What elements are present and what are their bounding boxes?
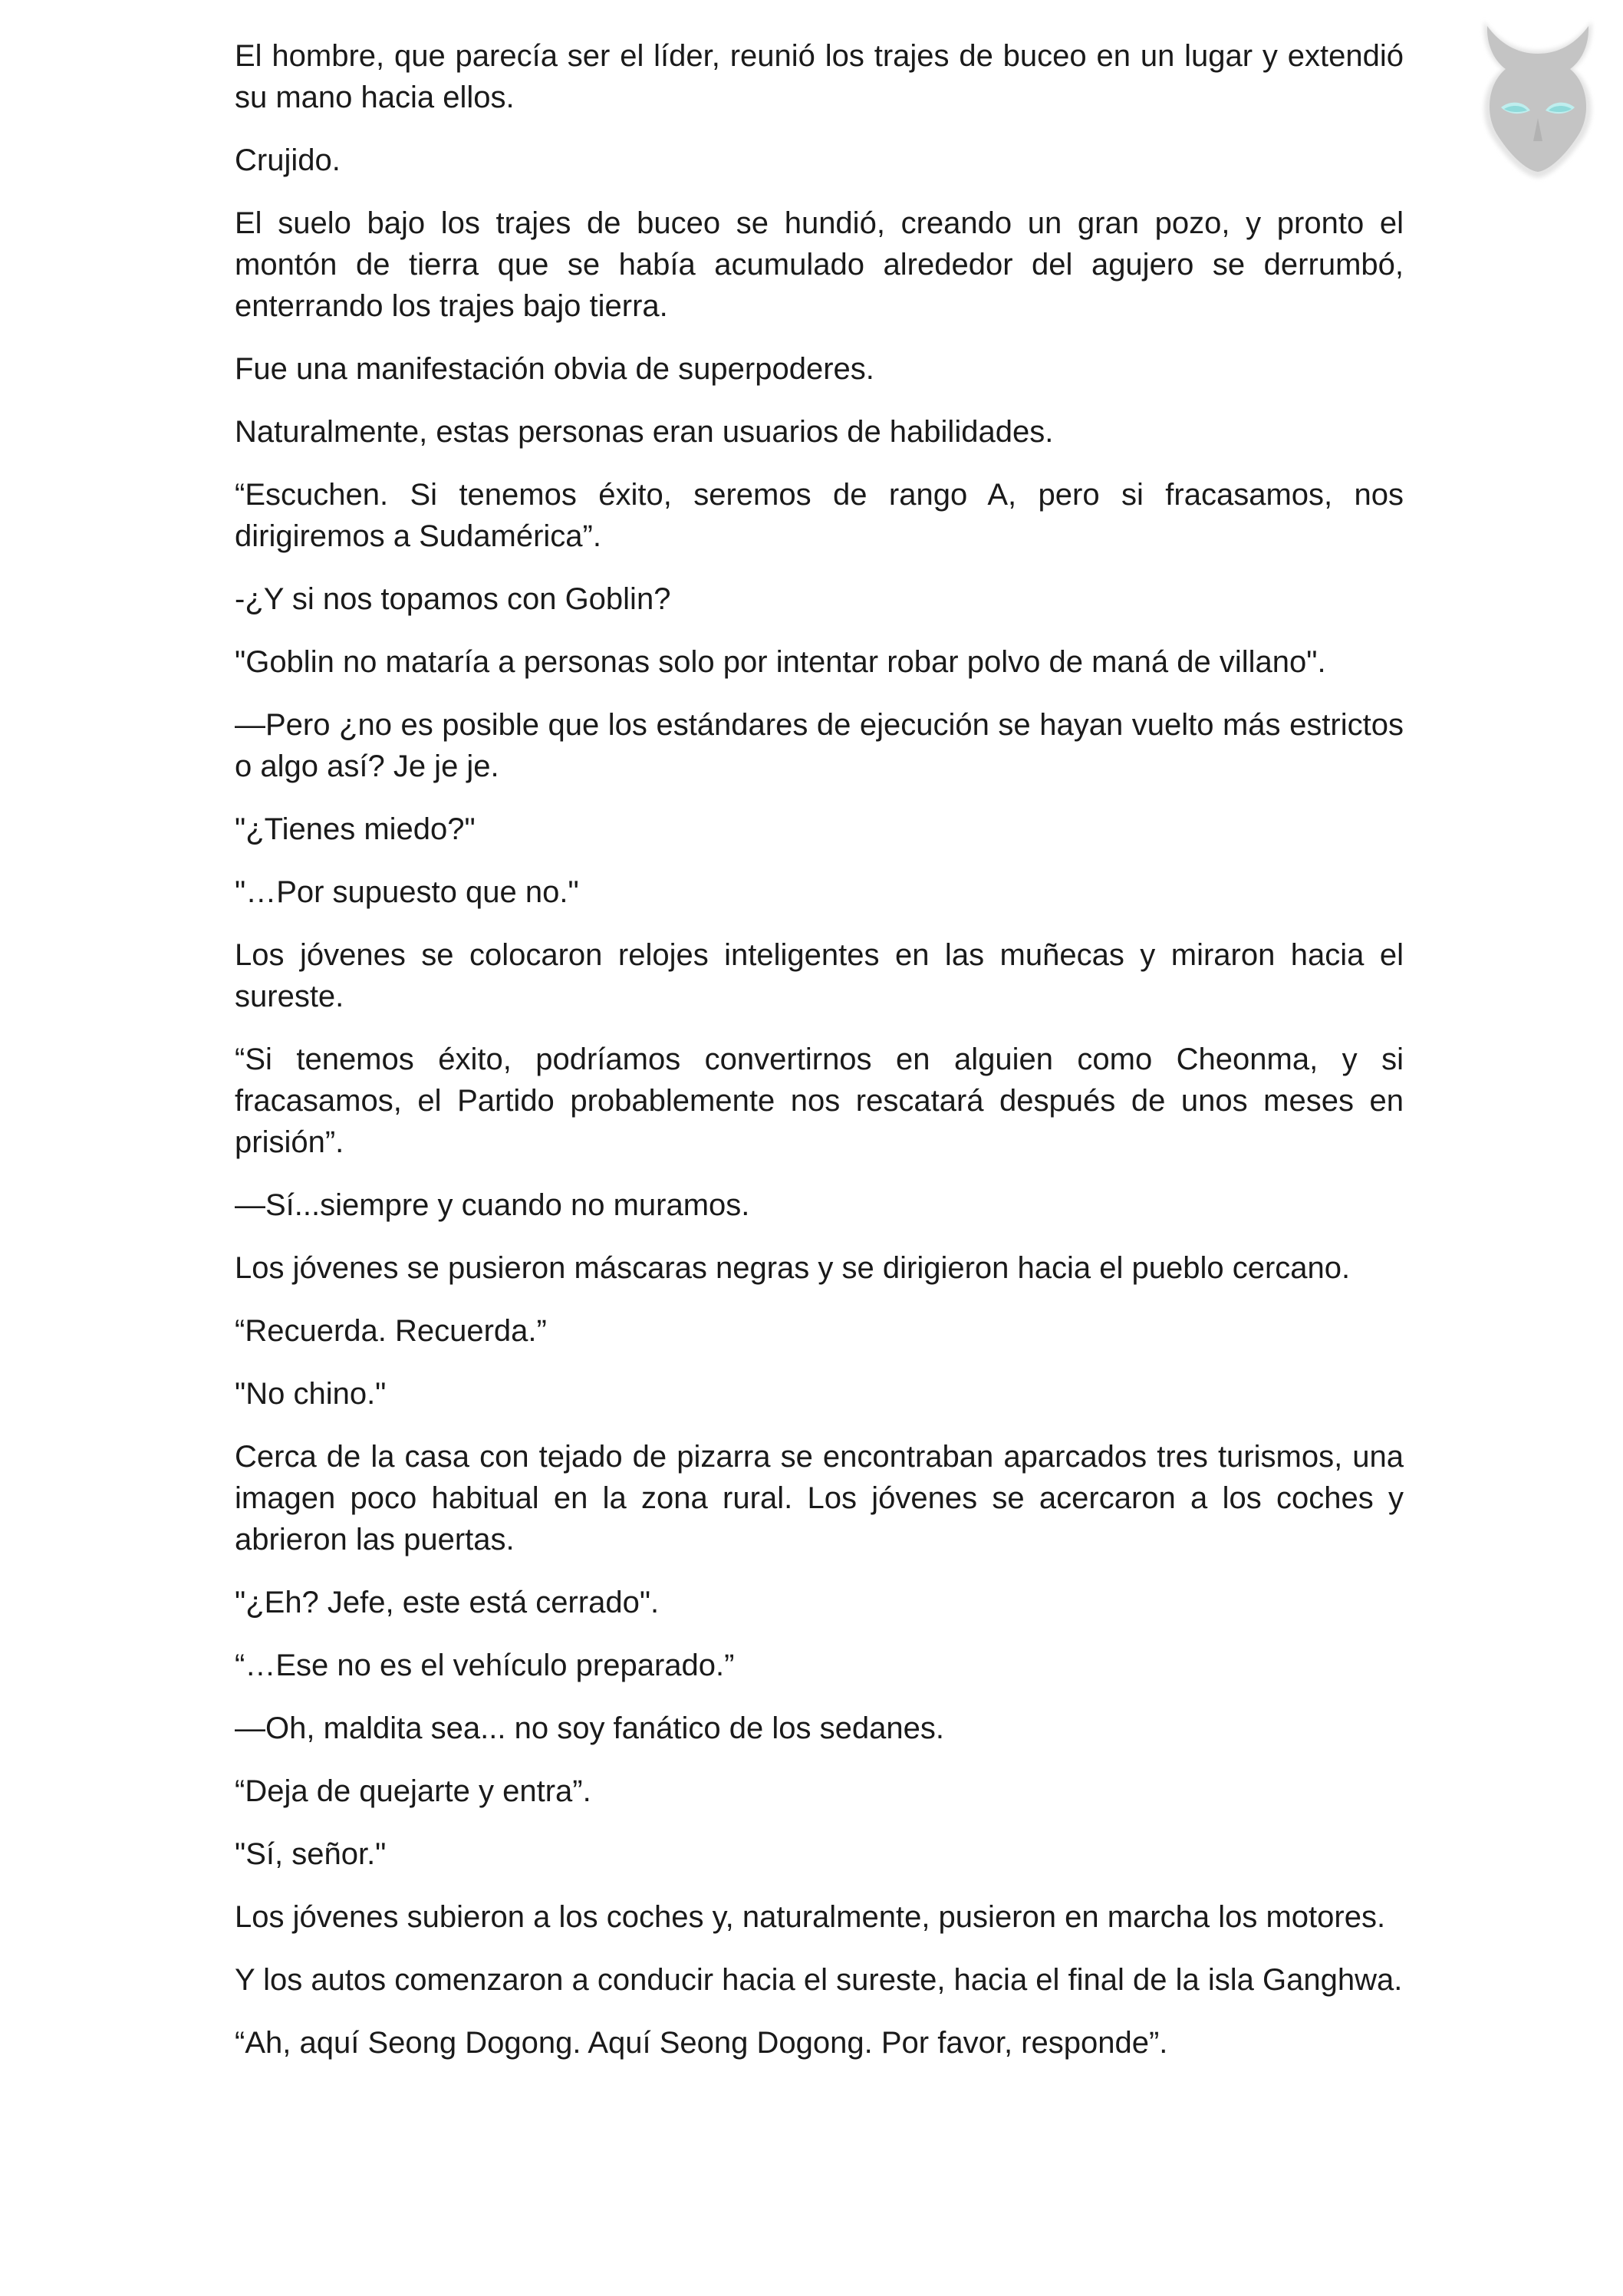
paragraph: —Sí...siempre y cuando no muramos. xyxy=(235,1188,750,1222)
paragraph: "Sí, señor." xyxy=(235,1837,387,1871)
paragraph: "¿Tienes miedo?" xyxy=(235,812,476,846)
paragraph: Los jóvenes se colocaron relojes inteligentes en las muñecas y miraron hacia el sureste. xyxy=(235,938,1404,1013)
paragraph: Los jóvenes se pusieron máscaras negras y se dirigieron hacia el pueblo cercano. xyxy=(235,1251,1351,1285)
paragraph: Y los autos comenzaron a conducir hacia el sureste, hacia el final de la isla Ganghwa. xyxy=(235,1963,1403,1997)
paragraph: Cerca de la casa con tejado de pizarra se encontraban aparcados tres turismos, una imagen poco habitual en la zona rural. Los jóvenes se acercaron a los coches y abrieron las puertas. xyxy=(235,1440,1404,1556)
paragraph: "Goblin no mataría a personas solo por intentar robar polvo de maná de villano". xyxy=(235,645,1326,679)
paragraph: "¿Eh? Jefe, este está cerrado". xyxy=(235,1586,660,1619)
paragraph: “Si tenemos éxito, podríamos convertirnos en alguien como Cheonma, y si fracasamos, el Partido probablemente nos rescatará después de unos meses en prisión”. xyxy=(235,1043,1404,1159)
paragraph: “Ah, aquí Seong Dogong. Aquí Seong Dogong. Por favor, responde”. xyxy=(235,2026,1168,2060)
paragraph: “Deja de quejarte y entra”. xyxy=(235,1774,591,1808)
paragraph: El suelo bajo los trajes de buceo se hundió, creando un gran pozo, y pronto el montón de tierra que se había acumulado alrededor del agujero se derrumbó, enterrando los trajes bajo tierra. xyxy=(235,206,1404,323)
paragraph: "…Por supuesto que no." xyxy=(235,875,579,909)
paragraph: El hombre, que parecía ser el líder, reunió los trajes de buceo en un lugar y extendió su mano hacia ellos. xyxy=(235,39,1404,114)
paragraph: Naturalmente, estas personas eran usuarios de habilidades. xyxy=(235,415,1054,449)
paragraph: “Recuerda. Recuerda.” xyxy=(235,1314,547,1348)
paragraph: "No chino." xyxy=(235,1377,387,1411)
paragraph: Los jóvenes subieron a los coches y, naturalmente, pusieron en marcha los motores. xyxy=(235,1900,1386,1934)
paragraph: —Pero ¿no es posible que los estándares de ejecución se hayan vuelto más estrictos o algo así? Je je je. xyxy=(235,708,1404,783)
paragraph: “…Ese no es el vehículo preparado.” xyxy=(235,1649,735,1682)
paragraph: -¿Y si nos topamos con Goblin? xyxy=(235,582,671,616)
paragraph: “Escuchen. Si tenemos éxito, seremos de rango A, pero si fracasamos, nos dirigiremos a Sudamérica”. xyxy=(235,478,1404,553)
paragraph: —Oh, maldita sea... no soy fanático de los sedanes. xyxy=(235,1711,944,1745)
paragraph: Fue una manifestación obvia de superpoderes. xyxy=(235,352,874,386)
devil-mask-logo-icon xyxy=(1461,14,1615,190)
document-body xyxy=(235,35,1404,2085)
paragraph: Crujido. xyxy=(235,143,341,177)
